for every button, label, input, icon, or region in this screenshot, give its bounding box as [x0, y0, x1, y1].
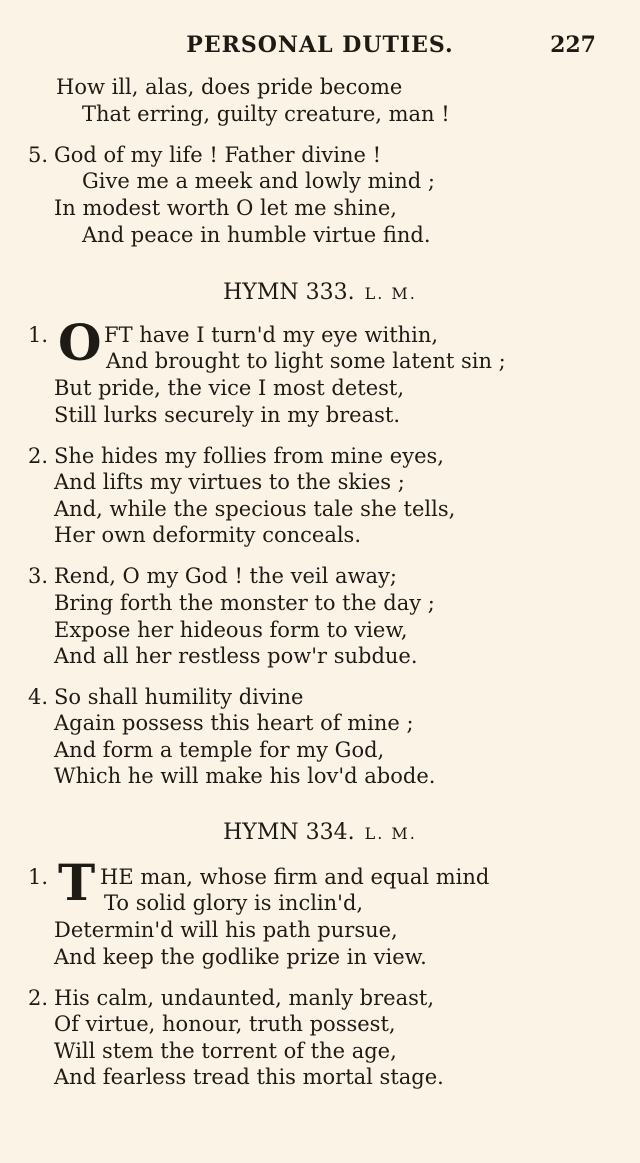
- verse-number: 5.: [28, 143, 49, 167]
- verse-line: And form a temple for my God,: [54, 738, 385, 762]
- verse-line: That erring, guilty creature, man !: [82, 102, 450, 126]
- verse-line: FT have I turn'd my eye within,: [104, 323, 439, 347]
- verse-line: To solid glory is inclin'd,: [104, 891, 364, 915]
- verse-line: And peace in humble virtue find.: [82, 223, 431, 247]
- verse-number: 2.: [28, 986, 49, 1010]
- verse-number: 1.: [28, 323, 49, 347]
- verse-number: 2.: [28, 444, 49, 468]
- verse-line: 3. Rend, O my God ! the veil away;: [28, 564, 397, 588]
- verse-line: Her own deformity conceals.: [54, 523, 362, 547]
- verse-line: 4. So shall humility divine: [28, 685, 304, 709]
- hymn-title: HYMN 334. L. M.: [223, 820, 417, 845]
- page-number: 227: [550, 32, 596, 58]
- verse-number: 1.: [28, 865, 49, 889]
- drop-cap: T: [58, 853, 96, 912]
- verse-line: Expose her hideous form to view,: [54, 618, 408, 642]
- verse-number: 4.: [28, 685, 49, 709]
- verse-line: 2. She hides my follies from mine eyes,: [28, 444, 444, 468]
- verse-line: How ill, alas, does pride become: [56, 75, 403, 99]
- verse-line: And brought to light some latent sin ;: [106, 349, 506, 373]
- verse-line: Which he will make his lov'd abode.: [54, 764, 436, 788]
- hymn-title: HYMN 333. L. M.: [223, 280, 417, 305]
- verse-number: 3.: [28, 564, 49, 588]
- verse-line: Again possess this heart of mine ;: [54, 711, 414, 735]
- verse-line: In modest worth O let me shine,: [54, 196, 397, 220]
- verse-line: Still lurks securely in my breast.: [54, 403, 401, 427]
- verse-line: And, while the specious tale she tells,: [54, 497, 456, 521]
- verse-line: Will stem the torrent of the age,: [54, 1039, 397, 1063]
- running-head: PERSONAL DUTIES.: [186, 32, 454, 58]
- verse-line: Of virtue, honour, truth possest,: [54, 1012, 396, 1036]
- verse-line: And keep the godlike prize in view.: [54, 945, 427, 969]
- verse-line: Give me a meek and lowly mind ;: [82, 169, 435, 193]
- verse-line: Determin'd will his path pursue,: [54, 918, 398, 942]
- verse-line: Bring forth the monster to the day ;: [54, 591, 435, 615]
- verse-line: 5. God of my life ! Father divine !: [28, 143, 382, 167]
- verse-line: HE man, whose firm and equal mind: [100, 865, 490, 889]
- verse-line: And fearless tread this mortal stage.: [54, 1065, 444, 1089]
- verse-line: 2. His calm, undaunted, manly breast,: [28, 986, 434, 1010]
- verse-line: And all her restless pow'r subdue.: [54, 644, 418, 668]
- verse-line: And lifts my virtues to the skies ;: [54, 470, 405, 494]
- verse-line: But pride, the vice I most detest,: [54, 376, 405, 400]
- drop-cap: O: [58, 313, 102, 372]
